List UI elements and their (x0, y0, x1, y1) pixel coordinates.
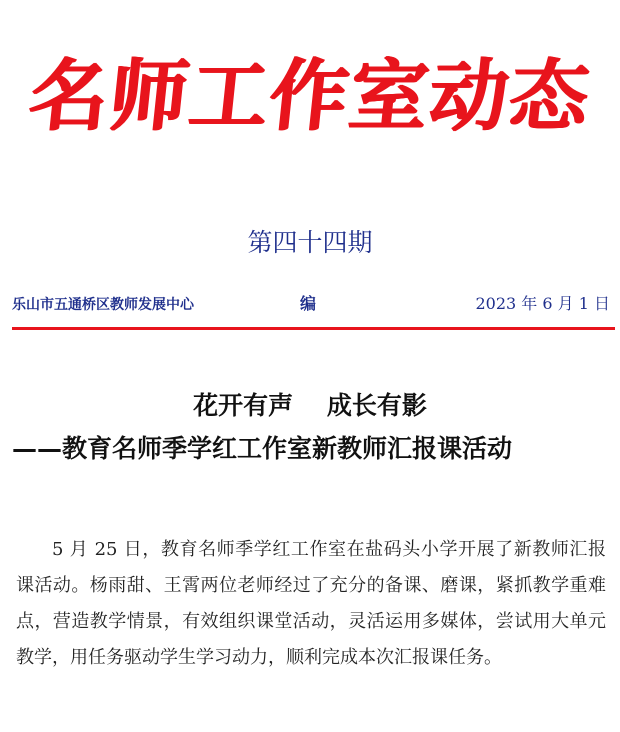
header-divider (12, 327, 615, 330)
masthead-title: 名师工作室动态 (25, 52, 595, 142)
article-body: 5 月 25 日，教育名师季学红工作室在盐码头小学开展了新教师汇报课活动。杨雨甜、王霄两位老师经过了充分的备课、磨课，紧抓教学重难点，营造教学情景，有效组织课堂活动，灵活运用多媒体，尝试用大单元教学，用任务驱动学生学习动力，顺利完成本次汇报课任务。 (16, 539, 606, 668)
article-title: 花开有声 成长有影 (193, 391, 427, 420)
editor-label: 编 (300, 294, 317, 313)
publication-date: 2023 年 6 月 1 日 (475, 294, 610, 313)
article-subtitle: ——教育名师季学红工作室新教师汇报课活动 (12, 434, 513, 463)
issue-number: 第四十四期 (247, 228, 373, 257)
publication-info-row (12, 292, 610, 318)
publisher: 乐山市五通桥区教师发展中心 (12, 297, 194, 313)
